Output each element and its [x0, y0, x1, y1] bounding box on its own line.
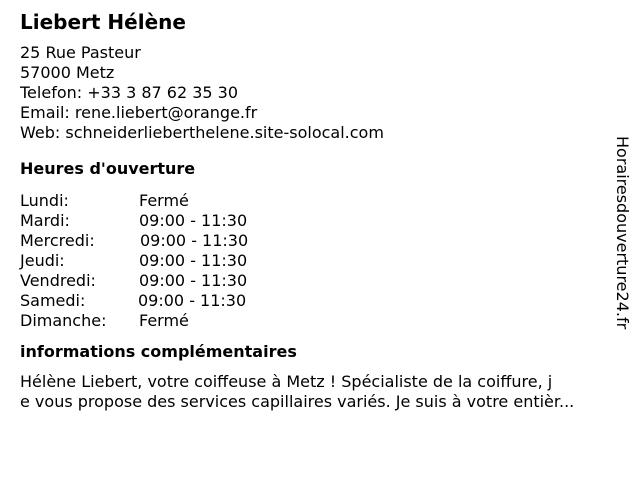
- info-line-1: Hélène Liebert, votre coiffeuse à Metz ! Spécialiste de la coiffure, j: [20, 372, 553, 391]
- day-label: Samedi:: [20, 291, 86, 310]
- time-value: Fermé: [139, 191, 189, 210]
- phone-line: Telefon: +33 3 87 62 35 30: [20, 83, 239, 102]
- business-name: Liebert Hélène: [20, 10, 186, 34]
- hours-row-jeudi: [20, 251, 625, 271]
- hours-row-lundi: [20, 191, 625, 211]
- day-label: Dimanche:: [20, 311, 107, 330]
- web-line: Web: schneiderlieberthelene.site-solocal.com: [20, 123, 384, 142]
- hours-row-samedi: [20, 291, 625, 311]
- day-label: Mardi:: [20, 211, 70, 230]
- info-line-2: e vous propose des services capillaires variés. Je suis à votre entièr...: [20, 392, 575, 411]
- hours-title: Heures d'ouverture: [20, 159, 196, 178]
- time-value: 09:00 - 11:30: [139, 251, 248, 270]
- business-card: [20, 8, 625, 412]
- hours-row-vendredi: [20, 271, 625, 291]
- hours-row-mercredi: [20, 231, 625, 251]
- address-street: 25 Rue Pasteur: [20, 43, 141, 62]
- info-title: informations complémentaires: [20, 342, 297, 361]
- time-value: 09:00 - 11:30: [140, 231, 249, 250]
- info-description: [20, 372, 625, 412]
- hours-table: [20, 191, 625, 331]
- hours-row-dimanche: [20, 311, 625, 331]
- day-label: Mercredi:: [20, 231, 95, 250]
- day-label: Jeudi:: [20, 251, 65, 270]
- contact-block: [20, 43, 625, 143]
- time-value: 09:00 - 11:30: [139, 271, 248, 290]
- address-city: 57000 Metz: [20, 63, 115, 82]
- day-label: Vendredi:: [20, 271, 96, 290]
- email-line: Email: rene.liebert@orange.fr: [20, 103, 258, 122]
- day-label: Lundi:: [20, 191, 69, 210]
- time-value: 09:00 - 11:30: [138, 291, 247, 310]
- hours-row-mardi: [20, 211, 625, 231]
- time-value: 09:00 - 11:30: [139, 211, 248, 230]
- site-watermark: Horairesdouverture24.fr: [613, 136, 632, 330]
- time-value: Fermé: [139, 311, 189, 330]
